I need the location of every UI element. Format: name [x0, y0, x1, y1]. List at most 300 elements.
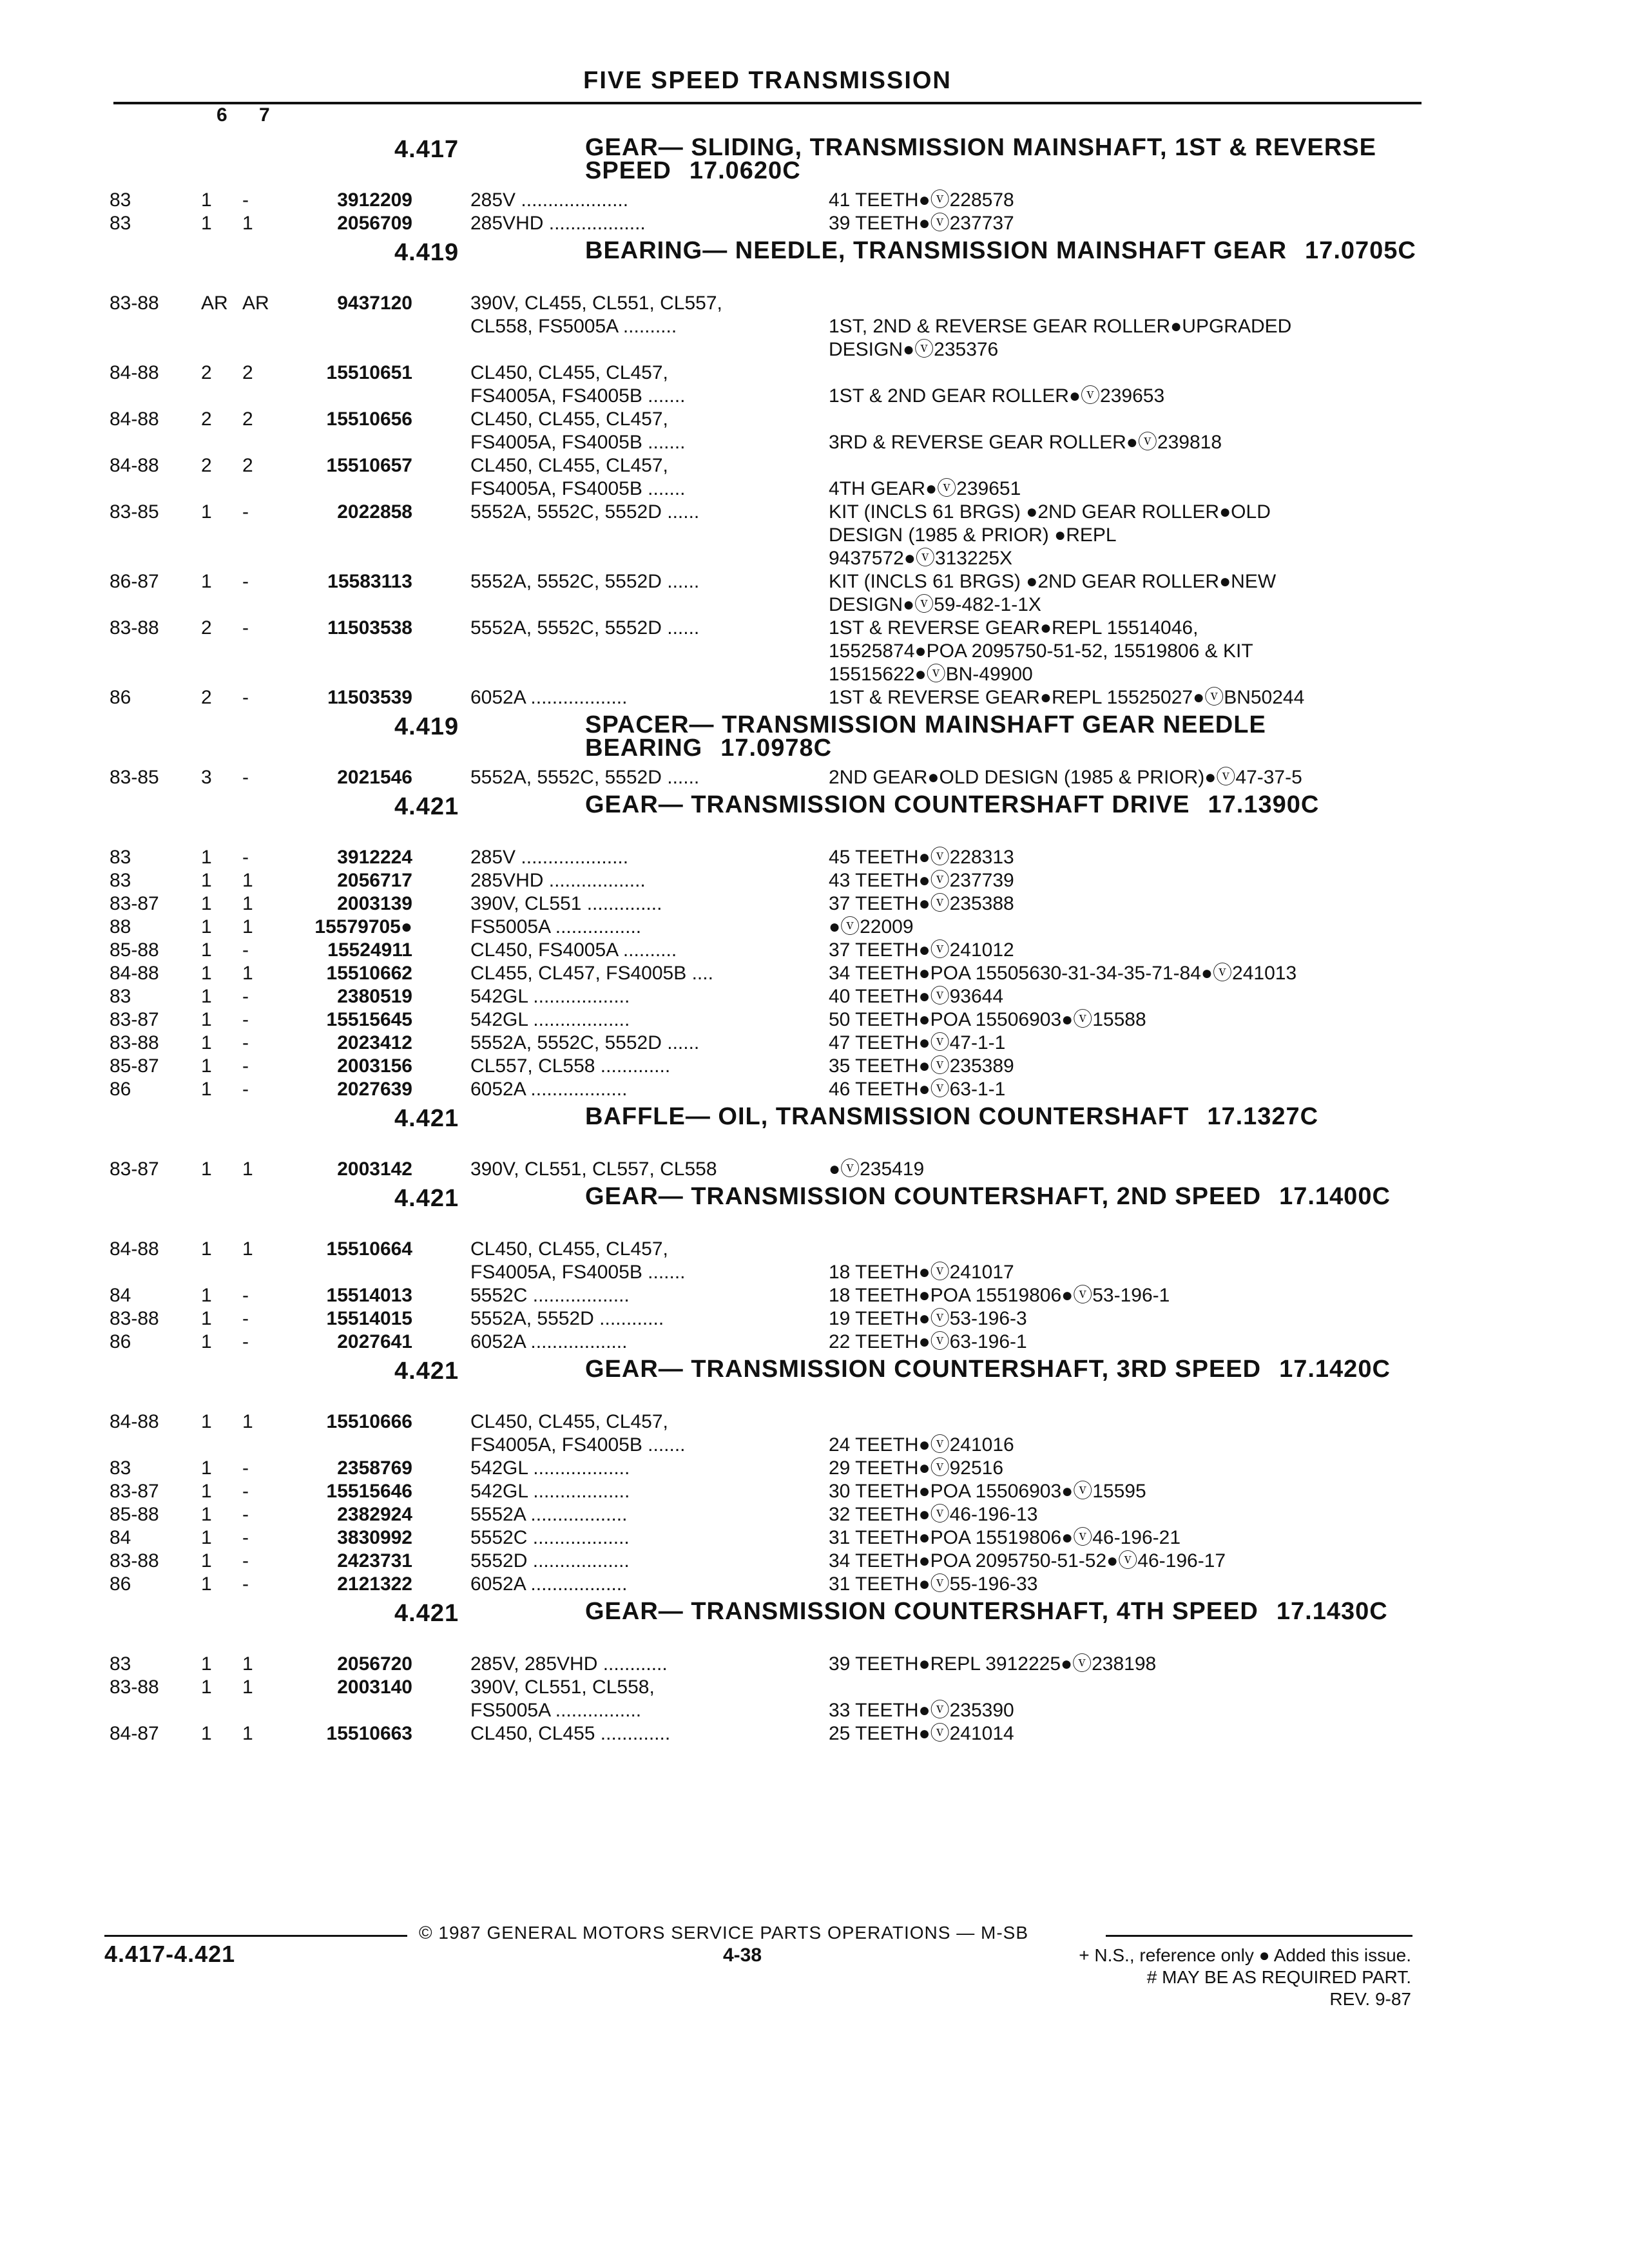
part-row [0, 501, 1629, 570]
part-number: 15514013 [326, 1285, 412, 1306]
qty-col-6: 1 [201, 213, 212, 234]
model-applicability: 5552A, 5552C, 5552D ...... [470, 571, 700, 592]
model-years: 83-87 [110, 1158, 159, 1180]
model-years: 83 [110, 847, 131, 868]
model-applicability: 390V, CL551, CL557, CL558 [470, 1158, 717, 1180]
part-number: 15510651 [326, 362, 412, 383]
model-years: 85-88 [110, 939, 159, 961]
part-number: 2056720 [337, 1653, 412, 1675]
qty-col-6: 1 [201, 1411, 212, 1432]
section-header [0, 1185, 1629, 1238]
part-row [0, 1722, 1629, 1745]
model-years: 85-87 [110, 1055, 159, 1077]
model-applicability: 6052A .................. [470, 1331, 628, 1352]
model-applicability: 6052A .................. [470, 687, 628, 708]
qty-col-6: 1 [201, 1238, 212, 1260]
part-row [0, 1410, 1629, 1457]
footer-legend [902, 1945, 1411, 2010]
model-years: 84-88 [110, 963, 159, 984]
part-row [0, 686, 1629, 709]
qty-col-7: 1 [242, 1158, 253, 1180]
section-header [0, 1600, 1629, 1653]
part-row [0, 1238, 1629, 1284]
qty-col-6: 1 [201, 1285, 212, 1306]
part-description: 41 TEETH●ⓥ228578 [829, 189, 1014, 211]
section-title-text: BAFFLE— OIL, TRANSMISSION COUNTERSHAFT [585, 1103, 1190, 1130]
model-years: 83-87 [110, 1481, 159, 1502]
model-years: 86 [110, 1079, 131, 1100]
part-row [0, 454, 1629, 501]
qty-col-7: 2 [242, 408, 253, 430]
section-number: 4.421 [394, 1358, 459, 1385]
model-applicability: 5552A, 5552C, 5552D ...... [470, 1032, 700, 1053]
qty-col-6: 2 [201, 455, 212, 476]
qty-col-6: 1 [201, 1653, 212, 1675]
part-description: 1ST & REVERSE GEAR●REPL 15525027●ⓥBN50244 [829, 687, 1305, 708]
section-number: 4.419 [394, 713, 459, 740]
qty-col-6: 1 [201, 1032, 212, 1053]
part-description: 1ST & 2ND GEAR ROLLER●ⓥ239653 [829, 385, 1165, 407]
section-title [585, 1185, 1449, 1208]
section-header [0, 713, 1629, 766]
model-applicability: 390V, CL455, CL551, CL557, CL558, FS5005A .......... [470, 293, 722, 337]
part-number: 15510663 [326, 1723, 412, 1744]
part-row [0, 846, 1629, 869]
model-applicability: 5552A, 5552C, 5552D ...... [470, 501, 700, 523]
part-description: 50 TEETH●POA 15506903●ⓥ15588 [829, 1009, 1146, 1030]
part-row [0, 1503, 1629, 1526]
qty-col-6: 1 [201, 1573, 212, 1595]
section-title-text: GEAR— TRANSMISSION COUNTERSHAFT, 4TH SPEED [585, 1598, 1258, 1625]
qty-col-6: 1 [201, 1550, 212, 1571]
part-number: 15583113 [327, 571, 412, 592]
part-row [0, 1573, 1629, 1596]
model-years: 83-88 [110, 617, 159, 639]
part-row [0, 361, 1629, 408]
part-row [0, 1284, 1629, 1307]
part-number: 3912209 [337, 189, 412, 211]
model-years: 84-88 [110, 1411, 159, 1432]
part-row [0, 1550, 1629, 1573]
part-row [0, 1676, 1629, 1722]
model-years: 83 [110, 213, 131, 234]
part-number: 2003140 [337, 1677, 412, 1698]
parts-list [0, 132, 1629, 1745]
part-number: 2003142 [337, 1158, 412, 1180]
qty-col-7: 1 [242, 963, 253, 984]
page-range: 4.417-4.421 [104, 1941, 236, 1967]
model-applicability: 285V, 285VHD ............ [470, 1653, 668, 1675]
qty-col-7: 1 [242, 1238, 253, 1260]
revision: REV. 9-87 [1329, 1989, 1411, 2009]
part-number: 15515646 [326, 1481, 412, 1502]
part-row [0, 985, 1629, 1008]
part-description: 46 TEETH●ⓥ63-1-1 [829, 1079, 1006, 1100]
model-applicability: 5552A, 5552C, 5552D ...... [470, 617, 700, 639]
model-applicability: CL450, CL455, CL457, FS4005A, FS4005B ....... [470, 1238, 686, 1283]
column-number-6: 6 [217, 104, 227, 126]
model-applicability: 5552C .................. [470, 1285, 630, 1306]
section-header [0, 239, 1629, 292]
qty-col-7: - [242, 189, 249, 211]
part-description: ●ⓥ22009 [829, 916, 914, 937]
part-number: 15510656 [326, 408, 412, 430]
model-years: 84-87 [110, 1723, 159, 1744]
qty-col-6: 1 [201, 963, 212, 984]
part-description: 37 TEETH●ⓥ235388 [829, 893, 1014, 914]
section-title [585, 713, 1449, 760]
qty-col-7: - [242, 1481, 249, 1502]
section-code: 17.0978C [720, 735, 833, 762]
model-applicability: CL450, FS4005A .......... [470, 939, 677, 961]
section-code: 17.1400C [1279, 1183, 1391, 1210]
section-title-text: GEAR— TRANSMISSION COUNTERSHAFT, 3RD SPEED [585, 1356, 1262, 1383]
part-description: 35 TEETH●ⓥ235389 [829, 1055, 1014, 1077]
qty-col-6: 1 [201, 189, 212, 211]
model-years: 84-88 [110, 1238, 159, 1260]
qty-col-7: 1 [242, 870, 253, 891]
part-number: 15524911 [327, 939, 412, 961]
part-row [0, 1307, 1629, 1331]
model-applicability: CL450, CL455, CL457, FS4005A, FS4005B ....... [470, 362, 686, 407]
part-number: 2027641 [337, 1331, 412, 1352]
part-number: 2021546 [337, 767, 412, 788]
part-number: 2380519 [337, 986, 412, 1007]
part-row [0, 1653, 1629, 1676]
section-code: 17.1327C [1207, 1103, 1319, 1130]
part-number: 3912224 [337, 847, 412, 868]
part-number: 11503538 [327, 617, 412, 639]
model-applicability: 5552A .................. [470, 1504, 628, 1525]
qty-col-7: - [242, 1527, 249, 1548]
section-header [0, 1105, 1629, 1158]
model-applicability: 542GL .................. [470, 986, 630, 1007]
qty-col-7: - [242, 687, 249, 708]
section-title-text: BEARING— NEEDLE, TRANSMISSION MAINSHAFT GEAR [585, 237, 1287, 264]
part-number: 2003156 [337, 1055, 412, 1077]
qty-col-7: 1 [242, 916, 253, 937]
part-row [0, 1078, 1629, 1101]
page-title: FIVE SPEED TRANSMISSION [583, 67, 952, 94]
model-applicability: 542GL .................. [470, 1009, 630, 1030]
column-number-7: 7 [259, 104, 270, 126]
model-years: 83-88 [110, 1308, 159, 1329]
qty-col-6: 1 [201, 870, 212, 891]
qty-col-6: 2 [201, 687, 212, 708]
part-description: 32 TEETH●ⓥ46-196-13 [829, 1504, 1038, 1525]
section-code: 17.1430C [1276, 1598, 1388, 1625]
qty-col-6: 1 [201, 1308, 212, 1329]
qty-col-7: 1 [242, 893, 253, 914]
qty-col-7: 1 [242, 1723, 253, 1744]
model-applicability: CL450, CL455, CL457, FS4005A, FS4005B ....... [470, 408, 686, 453]
section-title-text: GEAR— TRANSMISSION COUNTERSHAFT DRIVE [585, 791, 1190, 818]
model-years: 84-88 [110, 455, 159, 476]
qty-col-6: 1 [201, 501, 212, 523]
part-description: 31 TEETH●ⓥ55-196-33 [829, 1573, 1038, 1595]
model-years: 85-88 [110, 1504, 159, 1525]
model-applicability: CL455, CL457, FS4005B .... [470, 963, 713, 984]
model-years: 84-88 [110, 408, 159, 430]
model-applicability: 542GL .................. [470, 1481, 630, 1502]
model-applicability: 6052A .................. [470, 1573, 628, 1595]
part-row [0, 292, 1629, 361]
model-years: 83 [110, 986, 131, 1007]
model-years: 83 [110, 189, 131, 211]
qty-col-6: 1 [201, 1481, 212, 1502]
part-row [0, 1032, 1629, 1055]
model-years: 83-87 [110, 893, 159, 914]
part-number: 2056717 [337, 870, 412, 891]
section-number: 4.421 [394, 1185, 459, 1212]
part-description: 1ST, 2ND & REVERSE GEAR ROLLER●UPGRADED DESIGN●ⓥ235376 [829, 316, 1292, 360]
legend-line: # MAY BE AS REQUIRED PART. [1146, 1967, 1411, 1987]
part-description: 4TH GEAR●ⓥ239651 [829, 478, 1021, 499]
model-applicability: FS5005A ................ [470, 916, 642, 937]
qty-col-7: 1 [242, 213, 253, 234]
section-code: 17.1390C [1208, 791, 1320, 818]
part-description: 22 TEETH●ⓥ63-196-1 [829, 1331, 1027, 1352]
section-header [0, 793, 1629, 846]
section-title [585, 136, 1449, 182]
section-title [585, 1358, 1449, 1381]
model-applicability: 5552C .................. [470, 1527, 630, 1548]
part-number: 2056709 [337, 213, 412, 234]
part-row [0, 1158, 1629, 1181]
qty-col-7: - [242, 847, 249, 868]
model-applicability: 390V, CL551, CL558, FS5005A ................ [470, 1677, 655, 1721]
part-number: 2121322 [337, 1573, 412, 1595]
qty-col-6: 1 [201, 1527, 212, 1548]
qty-col-6: 2 [201, 362, 212, 383]
model-years: 83 [110, 1457, 131, 1479]
qty-col-6: 1 [201, 571, 212, 592]
part-row [0, 1526, 1629, 1550]
part-row [0, 1480, 1629, 1503]
model-years: 83-88 [110, 1677, 159, 1698]
section-number: 4.421 [394, 793, 459, 820]
qty-col-6: 1 [201, 986, 212, 1007]
section-title-text: GEAR— SLIDING, TRANSMISSION MAINSHAFT, 1ST & REVERSE SPEED [585, 134, 1376, 184]
qty-col-6: 2 [201, 617, 212, 639]
qty-col-6: 1 [201, 1158, 212, 1180]
part-description: 25 TEETH●ⓥ241014 [829, 1723, 1014, 1744]
section-title [585, 239, 1449, 262]
model-applicability: 542GL .................. [470, 1457, 630, 1479]
section-title-text: GEAR— TRANSMISSION COUNTERSHAFT, 2ND SPEED [585, 1183, 1262, 1210]
part-description: 47 TEETH●ⓥ47-1-1 [829, 1032, 1006, 1053]
qty-col-7: - [242, 1308, 249, 1329]
part-description: 40 TEETH●ⓥ93644 [829, 986, 1004, 1007]
section-number: 4.421 [394, 1600, 459, 1627]
model-applicability: CL557, CL558 ............. [470, 1055, 671, 1077]
model-applicability: 5552A, 5552C, 5552D ...... [470, 767, 700, 788]
part-row [0, 617, 1629, 686]
section-title [585, 793, 1449, 816]
model-applicability: 5552A, 5552D ............ [470, 1308, 664, 1329]
footer-rule-right [1106, 1935, 1412, 1937]
section-title [585, 1105, 1449, 1128]
footer-rule-left [104, 1935, 407, 1937]
qty-col-7: - [242, 767, 249, 788]
model-years: 83-85 [110, 501, 159, 523]
part-description: 18 TEETH●POA 15519806●ⓥ53-196-1 [829, 1285, 1170, 1306]
part-description: 19 TEETH●ⓥ53-196-3 [829, 1308, 1027, 1329]
part-number: 15579705● [314, 916, 412, 937]
part-description: 33 TEETH●ⓥ235390 [829, 1700, 1014, 1721]
part-row [0, 766, 1629, 789]
part-description: 3RD & REVERSE GEAR ROLLER●ⓥ239818 [829, 432, 1222, 453]
section-code: 17.0705C [1305, 237, 1416, 264]
part-number: 15510664 [326, 1238, 412, 1260]
part-number: 15510657 [326, 455, 412, 476]
qty-col-7: - [242, 1032, 249, 1053]
section-number: 4.421 [394, 1105, 459, 1132]
part-number: 11503539 [327, 687, 412, 708]
part-number: 15515645 [326, 1009, 412, 1030]
model-years: 86-87 [110, 571, 159, 592]
qty-col-6: 1 [201, 1677, 212, 1698]
section-code: 17.1420C [1279, 1356, 1391, 1383]
part-description: 45 TEETH●ⓥ228313 [829, 847, 1014, 868]
qty-col-7: 2 [242, 455, 253, 476]
model-applicability: 5552D .................. [470, 1550, 630, 1571]
part-number: 15514015 [326, 1308, 412, 1329]
model-years: 83-87 [110, 1009, 159, 1030]
qty-col-7: - [242, 1079, 249, 1100]
part-number: 2003139 [337, 893, 412, 914]
part-row [0, 1457, 1629, 1480]
part-number: 2382924 [337, 1504, 412, 1525]
qty-col-6: 1 [201, 1079, 212, 1100]
qty-col-7: 2 [242, 362, 253, 383]
model-years: 83 [110, 870, 131, 891]
section-number: 4.417 [394, 136, 459, 163]
part-description: KIT (INCLS 61 BRGS) ●2ND GEAR ROLLER●OLD DESIGN (1985 & PRIOR) ●REPL 9437572●ⓥ313225X [829, 501, 1271, 569]
part-description: 37 TEETH●ⓥ241012 [829, 939, 1014, 961]
part-description: 2ND GEAR●OLD DESIGN (1985 & PRIOR)●ⓥ47-37-5 [829, 767, 1302, 788]
model-years: 84 [110, 1527, 131, 1548]
qty-col-6: 1 [201, 939, 212, 961]
part-description: 30 TEETH●POA 15506903●ⓥ15595 [829, 1481, 1146, 1502]
part-description: 34 TEETH●POA 2095750-51-52●ⓥ46-196-17 [829, 1550, 1226, 1571]
section-header [0, 1358, 1629, 1410]
part-row [0, 1055, 1629, 1078]
qty-col-7: - [242, 501, 249, 523]
column-numbers [217, 104, 302, 126]
section-title-text: SPACER— TRANSMISSION MAINSHAFT GEAR NEEDLE BEARING [585, 711, 1266, 762]
legend-line: + N.S., reference only ● Added this issue. [1079, 1945, 1411, 1965]
part-description: 18 TEETH●ⓥ241017 [829, 1262, 1014, 1283]
model-years: 83-88 [110, 1032, 159, 1053]
part-row [0, 189, 1629, 212]
copyright: © 1987 GENERAL MOTORS SERVICE PARTS OPERATIONS — M-SB [419, 1923, 1029, 1943]
model-years: 83-85 [110, 767, 159, 788]
qty-col-6: 1 [201, 1457, 212, 1479]
model-applicability: 285V .................... [470, 189, 629, 211]
part-row [0, 1331, 1629, 1354]
qty-col-6: AR [201, 293, 228, 314]
part-row [0, 869, 1629, 892]
model-years: 83-88 [110, 293, 159, 314]
qty-col-6: 3 [201, 767, 212, 788]
part-description: 29 TEETH●ⓥ92516 [829, 1457, 1004, 1479]
model-applicability: 285V .................... [470, 847, 629, 868]
part-row [0, 1008, 1629, 1032]
page-number: 4-38 [723, 1945, 762, 1966]
model-years: 86 [110, 687, 131, 708]
section-header [0, 136, 1629, 189]
model-applicability: 285VHD .................. [470, 870, 646, 891]
part-row [0, 939, 1629, 962]
qty-col-6: 1 [201, 893, 212, 914]
model-applicability: 390V, CL551 .............. [470, 893, 662, 914]
qty-col-7: 1 [242, 1653, 253, 1675]
part-description: ●ⓥ235419 [829, 1158, 925, 1180]
qty-col-7: - [242, 1285, 249, 1306]
section-code: 17.0620C [689, 157, 801, 184]
part-number: 2027639 [337, 1079, 412, 1100]
qty-col-6: 1 [201, 1009, 212, 1030]
qty-col-6: 1 [201, 1723, 212, 1744]
qty-col-7: - [242, 571, 249, 592]
qty-col-7: - [242, 1457, 249, 1479]
qty-col-7: AR [242, 293, 269, 314]
part-number: 2022858 [337, 501, 412, 523]
part-description: 43 TEETH●ⓥ237739 [829, 870, 1014, 891]
qty-col-6: 1 [201, 847, 212, 868]
model-years: 84 [110, 1285, 131, 1306]
part-description: 1ST & REVERSE GEAR●REPL 15514046, 15525874●POA 2095750-51-52, 15519806 & KIT 15515622●ⓥBN-49900 [829, 617, 1253, 685]
model-applicability: CL450, CL455 ............. [470, 1723, 671, 1744]
model-years: 83 [110, 1653, 131, 1675]
part-row [0, 916, 1629, 939]
part-description: 24 TEETH●ⓥ241016 [829, 1434, 1014, 1456]
qty-col-7: - [242, 1055, 249, 1077]
part-description: 39 TEETH●REPL 3912225●ⓥ238198 [829, 1653, 1157, 1675]
qty-col-7: 1 [242, 1411, 253, 1432]
qty-col-6: 1 [201, 1504, 212, 1525]
qty-col-6: 1 [201, 1055, 212, 1077]
part-row [0, 962, 1629, 985]
model-years: 84-88 [110, 362, 159, 383]
qty-col-7: 1 [242, 1677, 253, 1698]
qty-col-7: - [242, 1504, 249, 1525]
model-years: 86 [110, 1331, 131, 1352]
part-row [0, 212, 1629, 235]
part-description: 39 TEETH●ⓥ237737 [829, 213, 1014, 234]
model-applicability: 6052A .................. [470, 1079, 628, 1100]
part-description: KIT (INCLS 61 BRGS) ●2ND GEAR ROLLER●NEW DESIGN●ⓥ59-482-1-1X [829, 571, 1277, 615]
model-years: 86 [110, 1573, 131, 1595]
qty-col-6: 2 [201, 408, 212, 430]
part-number: 15510666 [326, 1411, 412, 1432]
model-years: 83-88 [110, 1550, 159, 1571]
header-rule [113, 102, 1422, 104]
section-title [585, 1600, 1449, 1623]
part-number: 2023412 [337, 1032, 412, 1053]
model-applicability: CL450, CL455, CL457, FS4005A, FS4005B ....... [470, 1411, 686, 1456]
model-years: 88 [110, 916, 131, 937]
part-number: 2423731 [337, 1550, 412, 1571]
part-number: 9437120 [337, 293, 412, 314]
qty-col-7: - [242, 986, 249, 1007]
qty-col-7: - [242, 1550, 249, 1571]
part-row [0, 570, 1629, 617]
qty-col-6: 1 [201, 1331, 212, 1352]
section-number: 4.419 [394, 239, 459, 266]
model-applicability: CL450, CL455, CL457, FS4005A, FS4005B ....... [470, 455, 686, 499]
